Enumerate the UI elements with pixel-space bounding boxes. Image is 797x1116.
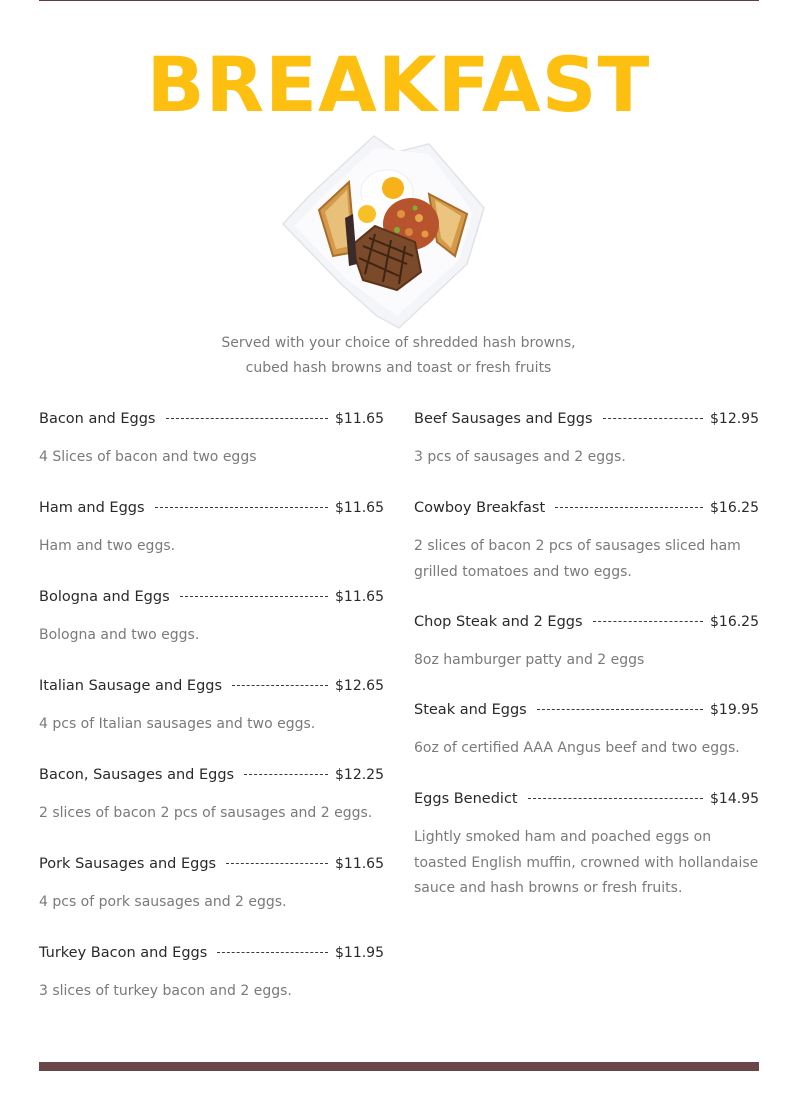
breakfast-plate-image — [279, 134, 489, 330]
item-price: $12.95 — [710, 411, 759, 427]
item-description: Bologna and two eggs. — [39, 627, 200, 643]
item-name: Eggs Benedict — [414, 791, 518, 807]
item-description: 8oz hamburger patty and 2 eggs — [414, 652, 645, 668]
leader-dots — [217, 952, 328, 953]
leader-dots — [226, 863, 328, 864]
menu-item — [414, 411, 759, 500]
menu-item — [39, 411, 384, 500]
leader-dots — [232, 685, 328, 686]
leader-dots — [528, 798, 703, 799]
intro-text — [150, 331, 647, 381]
item-name: Bacon and Eggs — [39, 411, 156, 427]
leader-dots — [155, 507, 328, 508]
menu-item — [414, 791, 759, 902]
item-name: Chop Steak and 2 Eggs — [414, 614, 583, 630]
item-description: 4 pcs of Italian sausages and two eggs. — [39, 716, 316, 732]
right-menu-column — [414, 411, 759, 926]
menu-item — [414, 702, 759, 791]
item-description: 4 pcs of pork sausages and 2 eggs. — [39, 894, 287, 910]
menu-item — [414, 500, 759, 614]
item-price: $11.95 — [335, 945, 384, 961]
item-price: $11.65 — [335, 411, 384, 427]
item-description: 3 pcs of sausages and 2 eggs. — [414, 449, 626, 465]
item-price: $11.65 — [335, 589, 384, 605]
item-price: $14.95 — [710, 791, 759, 807]
menu-item — [39, 678, 384, 767]
leader-dots — [555, 507, 703, 508]
menu-title: BREAKFAST — [146, 40, 651, 129]
item-name: Turkey Bacon and Eggs — [39, 945, 208, 961]
item-price: $16.25 — [710, 614, 759, 630]
item-name: Italian Sausage and Eggs — [39, 678, 223, 694]
item-price: $12.65 — [335, 678, 384, 694]
item-price: $11.65 — [335, 856, 384, 872]
item-price: $19.95 — [710, 702, 759, 718]
item-name: Bologna and Eggs — [39, 589, 170, 605]
leader-dots — [166, 418, 329, 419]
leader-dots — [593, 621, 703, 622]
item-name: Cowboy Breakfast — [414, 500, 546, 516]
intro-line-2: cubed hash browns and toast or fresh fruits — [245, 360, 552, 376]
item-name: Beef Sausages and Eggs — [414, 411, 593, 427]
item-description: 2 slices of bacon 2 pcs of sausages sliced ham grilled tomatoes and two eggs. — [414, 538, 741, 580]
leader-dots — [537, 709, 703, 710]
menu-item — [39, 945, 384, 1034]
item-description: 6oz of certified AAA Angus beef and two eggs. — [414, 740, 740, 756]
menu-item — [39, 589, 384, 678]
leader-dots — [180, 596, 328, 597]
item-price: $11.65 — [335, 500, 384, 516]
item-name: Ham and Eggs — [39, 500, 145, 516]
item-name: Steak and Eggs — [414, 702, 527, 718]
left-menu-column — [39, 411, 384, 1034]
item-price: $16.25 — [710, 500, 759, 516]
leader-dots — [244, 774, 328, 775]
item-price: $12.25 — [335, 767, 384, 783]
menu-item — [39, 500, 384, 589]
item-description: Lightly smoked ham and poached eggs on toasted English muffin, crowned with hollandaise sauce and hash browns or fresh fruits. — [414, 829, 759, 896]
item-description: 2 slices of bacon 2 pcs of sausages and 2 eggs. — [39, 805, 373, 821]
item-description: Ham and two eggs. — [39, 538, 176, 554]
item-description: 3 slices of turkey bacon and 2 eggs. — [39, 983, 292, 999]
item-name: Pork Sausages and Eggs — [39, 856, 217, 872]
bottom-rule — [39, 1062, 759, 1071]
item-name: Bacon, Sausages and Eggs — [39, 767, 235, 783]
intro-line-1: Served with your choice of shredded hash browns, — [221, 335, 576, 351]
leader-dots — [603, 418, 703, 419]
item-description: 4 Slices of bacon and two eggs — [39, 449, 257, 465]
menu-item — [39, 767, 384, 856]
menu-item — [39, 856, 384, 945]
top-rule — [39, 0, 759, 1]
menu-item — [414, 614, 759, 702]
